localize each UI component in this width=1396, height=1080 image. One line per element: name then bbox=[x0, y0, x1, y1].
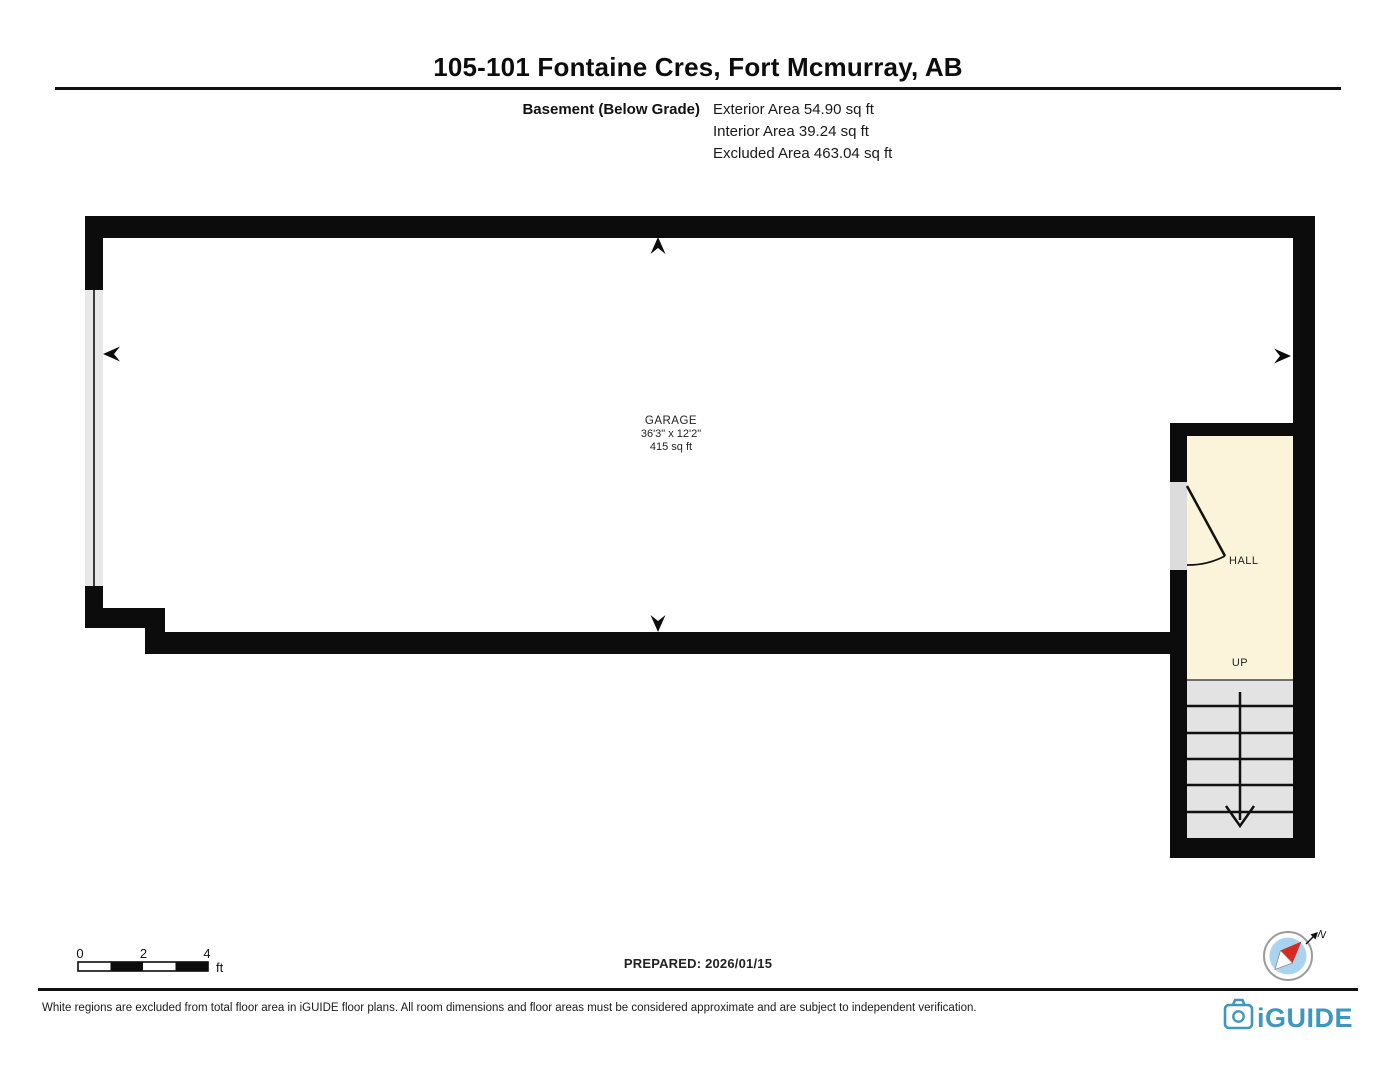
prepared-date: PREPARED: 2026/01/15 bbox=[623, 956, 773, 971]
excluded-area: Excluded Area 463.04 sq ft bbox=[713, 145, 893, 162]
wall-top bbox=[85, 216, 1315, 238]
hall-name-label: HALL bbox=[1229, 555, 1259, 567]
garage-name-label: GARAGE bbox=[644, 415, 698, 427]
garage-area-label: 415 sq ft bbox=[649, 441, 693, 453]
disclaimer-text: White regions are excluded from total floor area in iGUIDE floor plans. All room dimensions and floor areas must be considered approximate and are subject to independent verification. bbox=[42, 1002, 977, 1014]
wall-left-upper bbox=[85, 216, 103, 290]
garage-door bbox=[85, 290, 103, 586]
marker-down-icon bbox=[651, 615, 666, 632]
interior-area: Interior Area 39.24 sq ft bbox=[713, 123, 869, 140]
scale-unit-label: ft bbox=[216, 960, 224, 975]
marker-left-icon bbox=[103, 347, 120, 362]
walls bbox=[85, 216, 1315, 858]
footer-divider bbox=[38, 988, 1358, 991]
stairs-up-label: UP bbox=[1231, 657, 1249, 669]
compass-icon bbox=[1264, 928, 1327, 980]
scale-tick-4: 4 bbox=[203, 946, 211, 961]
wall-hall-left-upper bbox=[1170, 423, 1187, 482]
room-labels bbox=[641, 415, 1259, 669]
wall-hall-bottom bbox=[1170, 838, 1315, 858]
marker-up-icon bbox=[651, 237, 666, 254]
exterior-area: Exterior Area 54.90 sq ft bbox=[713, 101, 874, 118]
door-opening bbox=[1170, 482, 1187, 570]
camera-icon bbox=[1225, 1000, 1252, 1028]
floor-label: Basement (Below Grade) bbox=[522, 101, 700, 118]
scale-tick-2: 2 bbox=[139, 946, 148, 961]
garage-dimensions-label: 36'3" x 12'2" bbox=[640, 428, 702, 440]
wall-hall-left-lower bbox=[1170, 570, 1187, 858]
iguide-logo bbox=[1225, 1000, 1353, 1033]
wall-right bbox=[1293, 216, 1315, 858]
page-title: 105-101 Fontaine Cres, Fort Mcmurray, AB bbox=[433, 52, 963, 82]
wall-garage-bottom bbox=[145, 632, 1170, 654]
brand-wordmark: iGUIDE bbox=[1257, 1003, 1354, 1033]
wall-hall-top bbox=[1170, 423, 1293, 436]
north-arrow-icon bbox=[1306, 928, 1327, 944]
north-label: N bbox=[1316, 928, 1327, 942]
scale-tick-0: 0 bbox=[76, 946, 84, 961]
marker-right-icon bbox=[1274, 349, 1291, 364]
